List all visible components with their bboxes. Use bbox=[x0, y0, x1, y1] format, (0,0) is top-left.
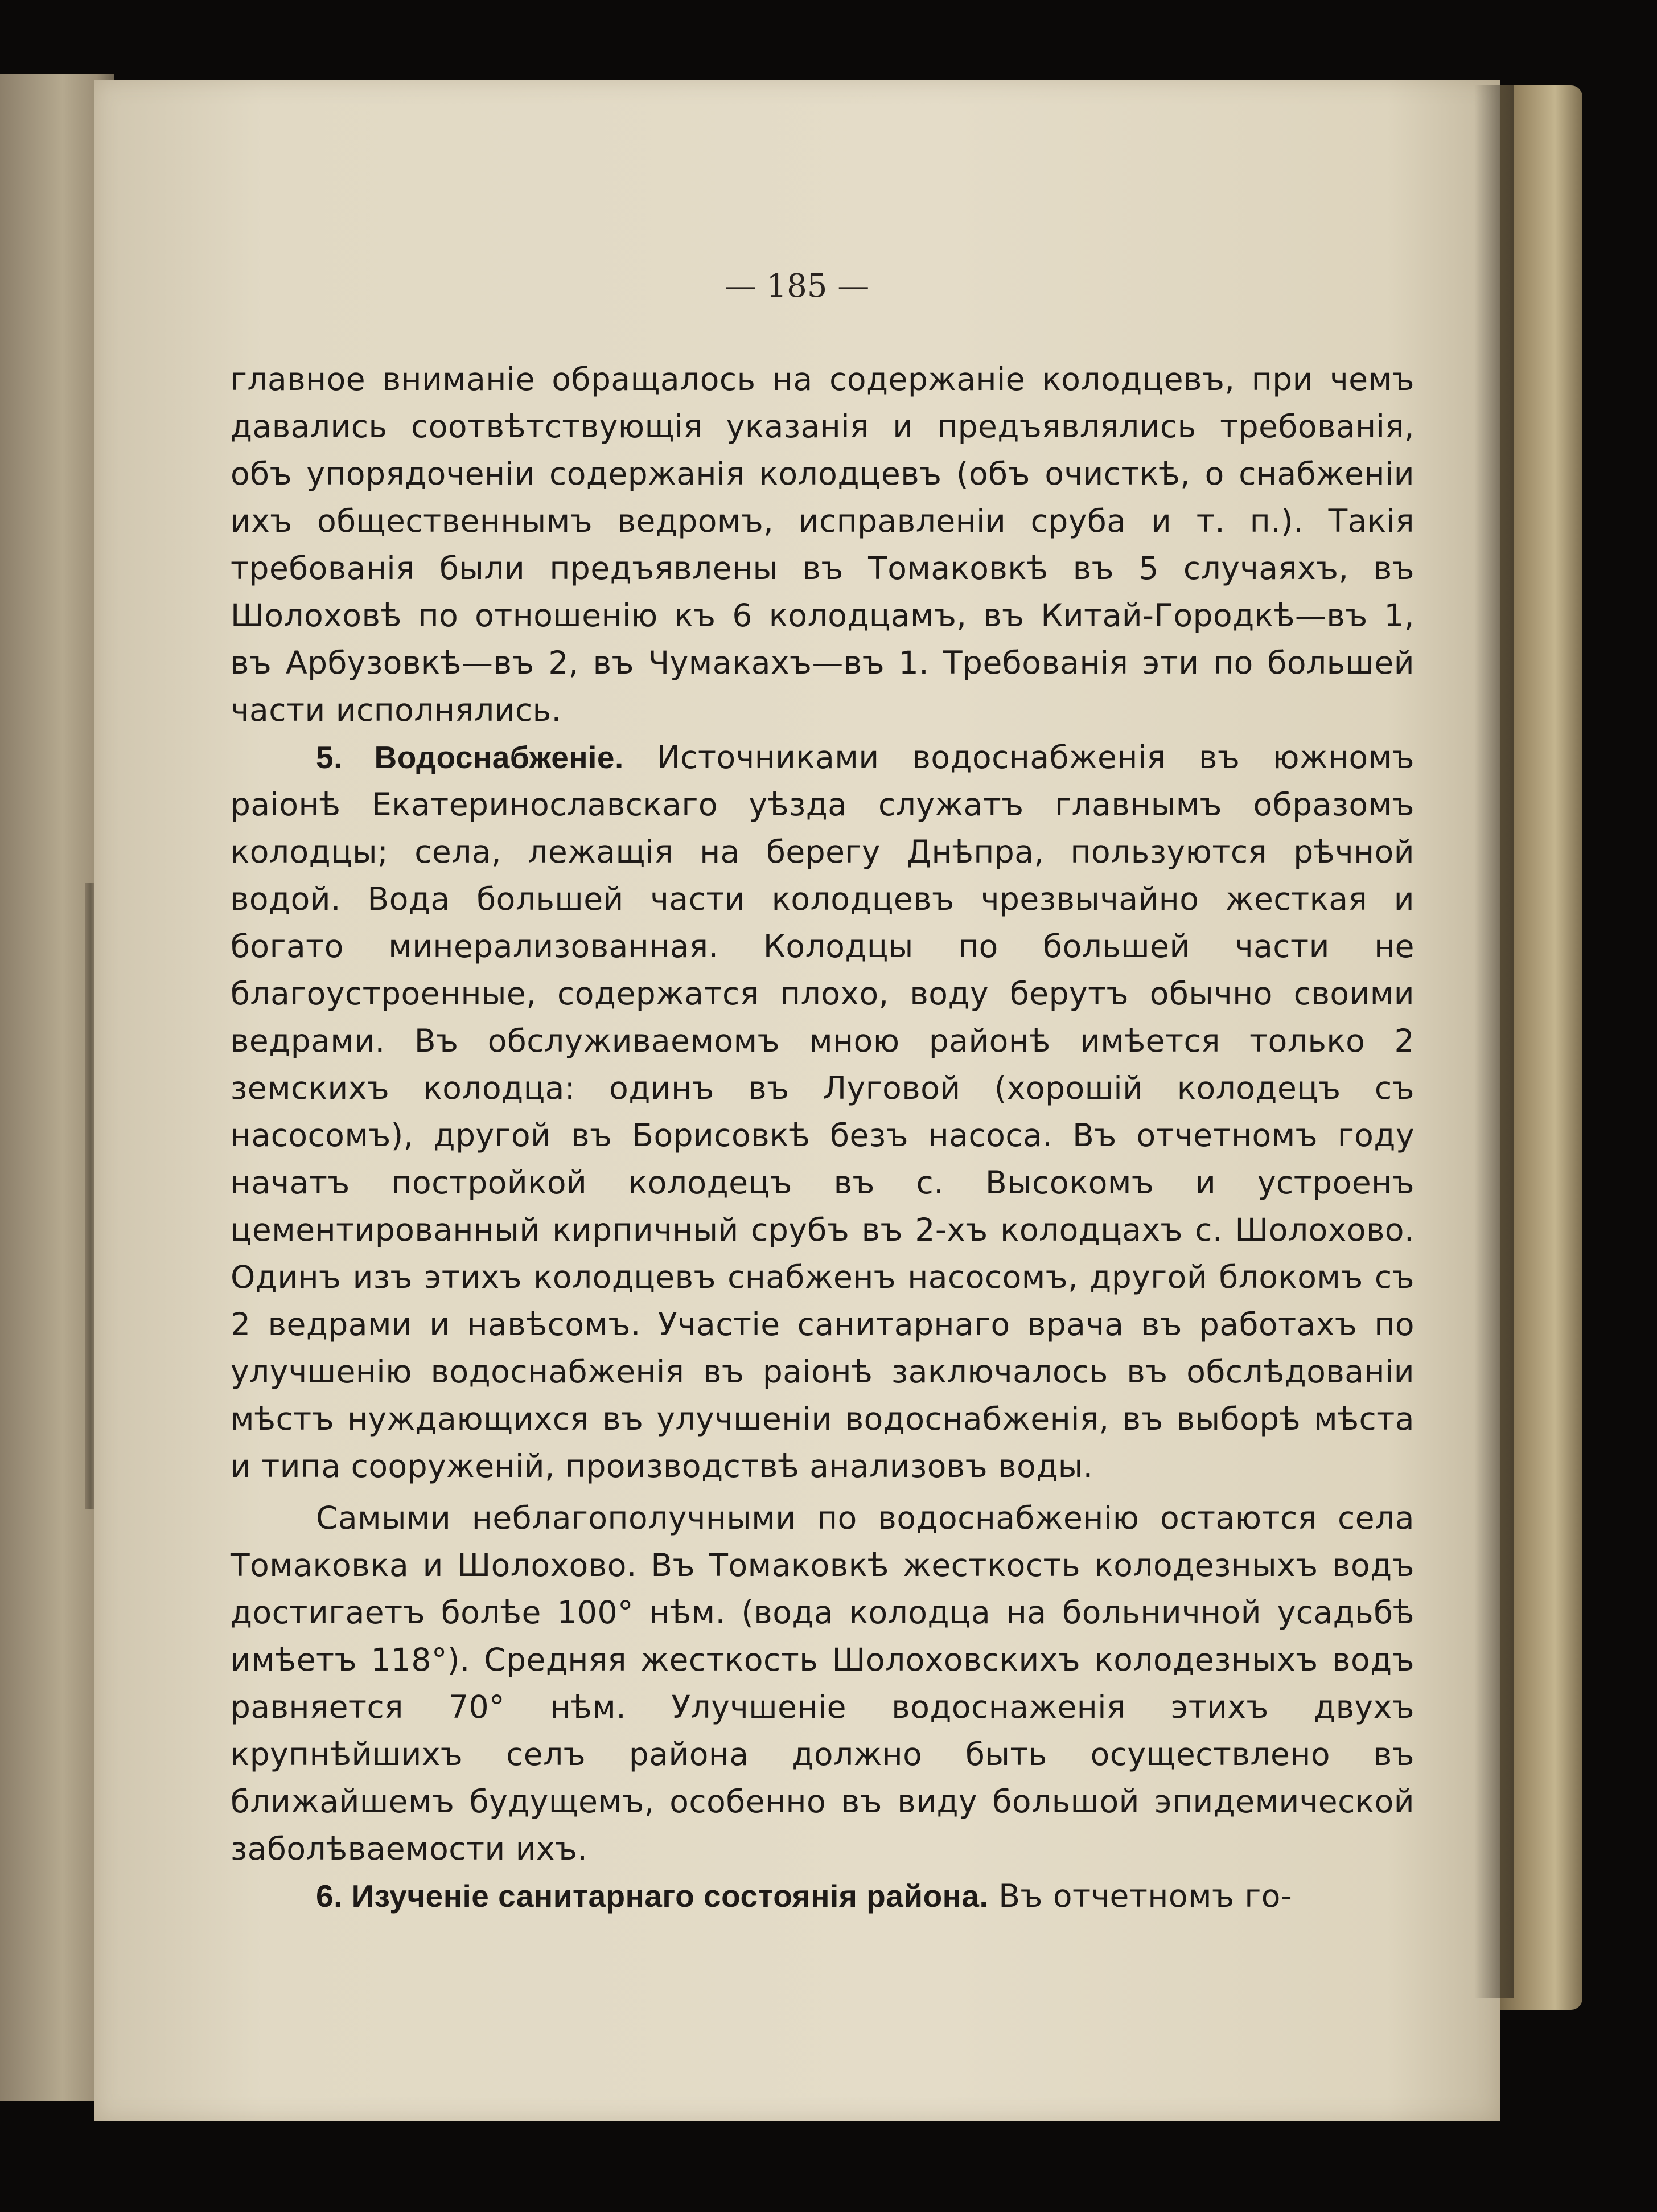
page-number: — 185 — bbox=[724, 268, 870, 305]
paragraph-1-text: главное вниманіе обращалось на содержаніе колодцевъ, при чемъ давались соотвѣтствующія указанія и предъявлялись требованія, объ упорядоченіи содержанія колодцевъ (объ очисткѣ, о снабженіи ихъ общественнымъ ведромъ, исправленіи сруба и т. п.). Такія требованія были предъявлены въ Томаковкѣ въ 5 случаяхъ, въ Шолоховѣ по отношенію къ 6 колодцамъ, въ Китай-Городкѣ—въ 1, въ Арбузовкѣ—въ 2, въ Чумакахъ—въ 1. Требованія эти по большей части исполнялись. bbox=[231, 361, 1415, 728]
paragraph-2 bbox=[231, 734, 1415, 1490]
section-heading-water-supply: 5. Водоснабженіе. bbox=[316, 740, 624, 775]
book-page bbox=[94, 80, 1500, 2121]
page-spine-shadow bbox=[1474, 85, 1514, 1998]
section-heading-sanitary-study: 6. Изученіе санитарнаго состоянія района. bbox=[316, 1878, 989, 1914]
paragraph-4-text: Въ отчетномъ го- bbox=[988, 1878, 1293, 1914]
paragraph-3-text: Самыми неблагополучными по водоснабженію остаются села Томаковка и Шолохово. Въ Томаковкѣ жесткость колодезныхъ водъ достигаетъ болѣе 100° нѣм. (вода колодца на больничной усадьбѣ имѣетъ 118°). Средняя жесткость Шолоховскихъ колодезныхъ водъ равняется 70° нѣм. Улучшеніе водоснаженія этихъ двухъ крупнѣйшихъ селъ района должно быть осуществлено въ ближайшемъ будущемъ, особенно въ виду большой эпидемической заболѣваемости ихъ. bbox=[231, 1500, 1415, 1867]
page-text bbox=[231, 356, 1415, 1920]
paragraph-2-text: Источниками водоснабженія въ южномъ раіонѣ Екатеринославскаго уѣзда служатъ главнымъ образомъ колодцы; села, лежащія на берегу Днѣпра, пользуются рѣчной водой. Вода большей части колодцевъ чрезвычайно жесткая и богато минерализованная. Колодцы по большей части не благоустроенные, содержатся плохо, воду берутъ обычно своими ведрами. Въ обслуживаемомъ мною районѣ имѣется только 2 земскихъ колодца: одинъ въ Луговой (хорошій колодецъ съ насосомъ), другой въ Борисовкѣ безъ насоса. Въ отчетномъ году начатъ постройкой колодецъ въ с. Высокомъ и устроенъ цементированный кирпичный срубъ въ 2-хъ колодцахъ с. Шолохово. Одинъ изъ этихъ колодцевъ снабженъ насосомъ, другой блокомъ съ 2 ведрами и навѣсомъ. Участіе санитарнаго врача въ работахъ по улучшенію водоснабженія въ раіонѣ заключалось въ обслѣдованіи мѣстъ нуждающихся въ улучшеніи водоснабженія, въ выборѣ мѣста и типа сооруженій, производствѣ анализовъ воды. bbox=[231, 739, 1415, 1484]
paragraph-1 bbox=[231, 356, 1415, 734]
paragraph-3 bbox=[231, 1495, 1415, 1873]
paragraph-4 bbox=[231, 1873, 1415, 1920]
